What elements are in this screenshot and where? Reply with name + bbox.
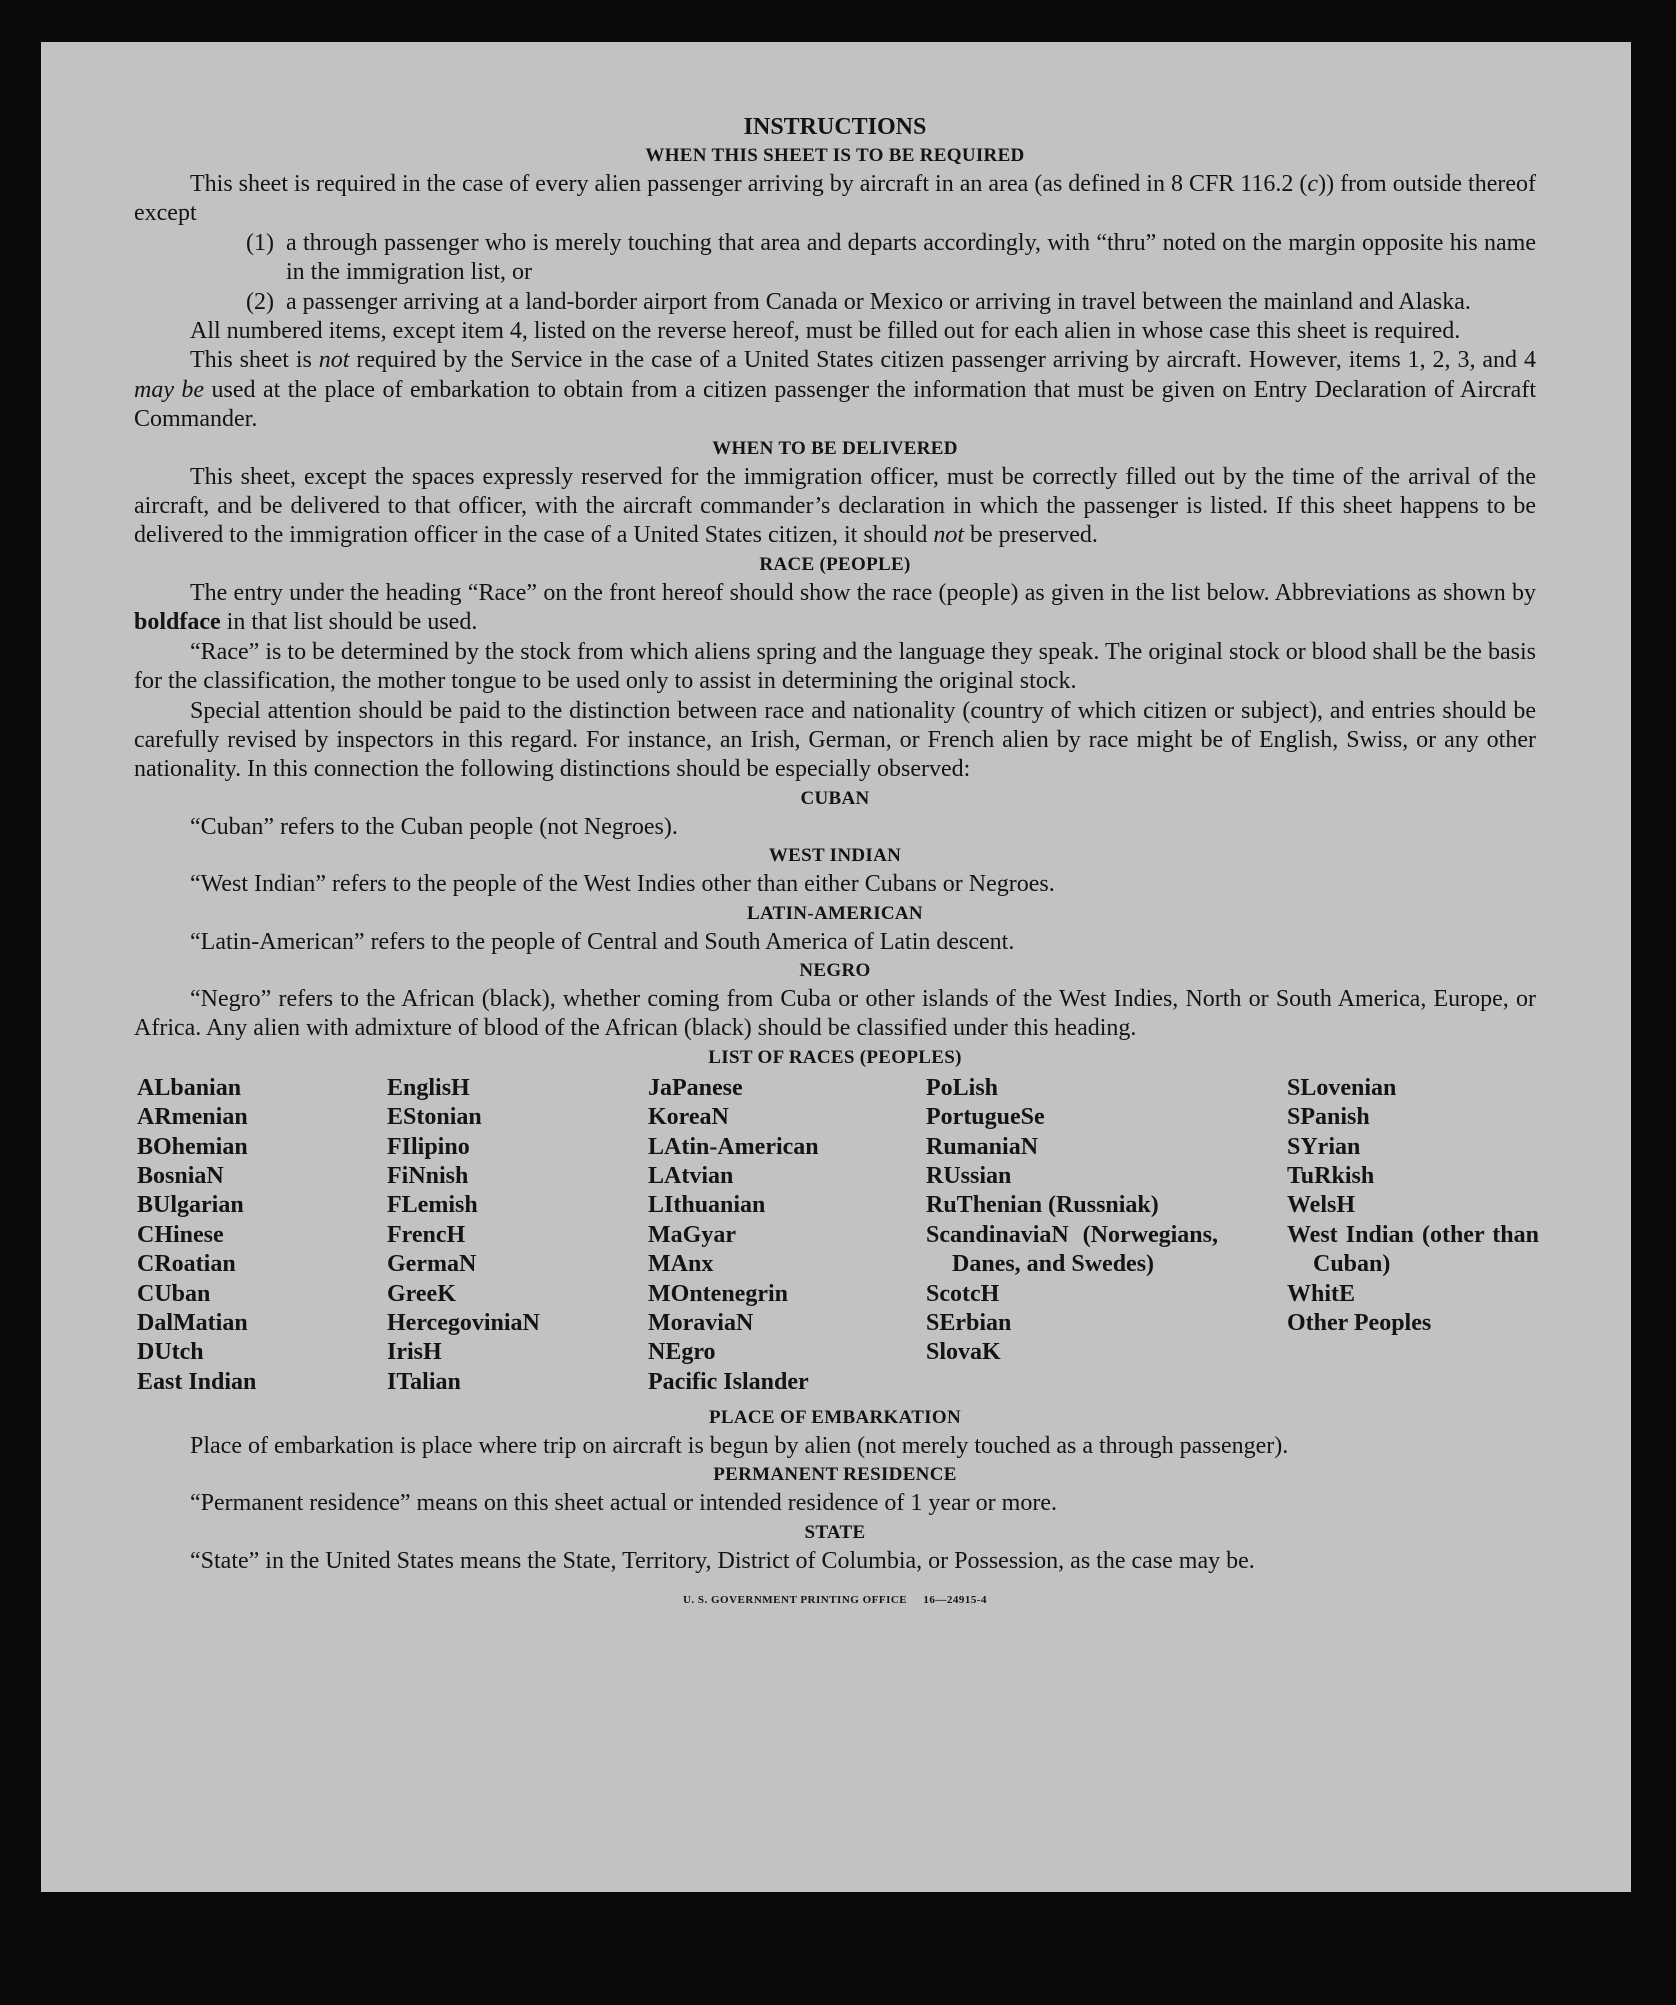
race-entry: DalMatian xyxy=(137,1310,248,1336)
race-entry: RumaniaN xyxy=(926,1133,1039,1160)
paragraph xyxy=(134,928,1536,957)
section-heading-delivered: WHEN TO BE DELIVERED xyxy=(712,437,958,459)
race-entry: SlovaK xyxy=(926,1339,1001,1366)
section-heading-cuban: CUBAN xyxy=(800,787,870,809)
paragraph xyxy=(134,463,1536,551)
race-entry: ScotcH xyxy=(926,1280,1000,1307)
list-number: (1) xyxy=(246,229,274,256)
text-segment: This sheet, except the spaces expressly reserved for the immigration officer, must be correctly filled out by the time of the arrival of the aircraft, and be delivered to that officer, with the aircraft commander’s declaration in which the passenger is listed. If this sheet happens to be delivered to the immigration officer in the case of a United States citizen, it should xyxy=(134,463,1536,549)
race-entry: PortugueSe xyxy=(926,1104,1045,1131)
race-entry: GreeK xyxy=(387,1280,456,1307)
text-segment: )) from outside thereof except xyxy=(134,171,1537,227)
race-entry: ScandinaviaN (Norwegians, Danes, and Swedes) xyxy=(926,1221,1218,1278)
race-entry: RuThenian (Russniak) xyxy=(926,1192,1159,1219)
text-segment: “Permanent residence” means on this sheet actual or intended residence of 1 year or more. xyxy=(190,1490,1057,1517)
race-entry: FIlipino xyxy=(387,1133,470,1160)
race-entry: CUban xyxy=(137,1280,211,1307)
race-column xyxy=(648,1074,908,1397)
race-entry: GermaN xyxy=(387,1251,477,1278)
text-segment: not xyxy=(318,347,350,374)
text-segment: “West Indian” refers to the people of the West Indies other than either Cubans or Negroes. xyxy=(190,871,1055,898)
text-segment: may be xyxy=(134,376,205,403)
race-entry: CHinese xyxy=(137,1221,224,1248)
paragraph xyxy=(134,638,1536,697)
race-entry: RUssian xyxy=(926,1162,1012,1189)
race-entry: IrisH xyxy=(387,1339,442,1366)
race-entry: Pacific Islander xyxy=(648,1368,809,1395)
paragraph xyxy=(134,579,1536,638)
page-title: INSTRUCTIONS xyxy=(743,114,927,140)
text-segment: c xyxy=(1307,171,1319,197)
race-entry: WhitE xyxy=(1287,1280,1356,1307)
race-entry: PoLish xyxy=(926,1074,999,1101)
race-entry: ARmenian xyxy=(137,1104,248,1131)
race-entry: SErbian xyxy=(926,1310,1012,1336)
section-heading-required: WHEN THIS SHEET IS TO BE REQUIRED xyxy=(645,145,1025,166)
section-heading-list-of-races: LIST OF RACES (PEOPLES) xyxy=(708,1046,962,1068)
text-segment: This sheet is required in the case of every alien passenger arriving by aircraft in an area (as defined in 8 CFR 116.2 ( xyxy=(190,171,1308,197)
text-segment: “Race” is to be determined by the stock from which aliens spring and the language they speak. The original stock or blood shall be the basis for the classification, the mother tongue to be used only to assist in determining the original stock. xyxy=(134,638,1536,695)
text-segment: not xyxy=(933,522,964,549)
race-entry: BUlgarian xyxy=(137,1192,244,1219)
race-entry: NEgro xyxy=(648,1339,716,1366)
race-entry: ALbanian xyxy=(137,1074,242,1101)
text-segment: All numbered items, except item 4, listed on the reverse hereof, must be filled out for each alien in whose case this sheet is required. xyxy=(190,318,1461,345)
race-entry: FrencH xyxy=(387,1221,466,1248)
text-segment: This sheet is xyxy=(190,347,319,374)
text-segment: “Negro” refers to the African (black), whether coming from Cuba or other islands of the West Indies, North or South America, Europe, or Africa. Any alien with admixture of blood of the African (black) should be classified under this heading. xyxy=(134,985,1536,1042)
race-entry: EStonian xyxy=(387,1104,482,1131)
paragraph xyxy=(134,813,1536,842)
race-entry: Other Peoples xyxy=(1287,1310,1432,1336)
race-entry: TuRkish xyxy=(1287,1162,1375,1189)
race-entry: DUtch xyxy=(137,1339,204,1366)
paragraph xyxy=(134,985,1536,1044)
paragraph xyxy=(134,170,1536,229)
race-list xyxy=(134,1074,1539,1404)
paragraph xyxy=(134,317,1536,346)
text-segment: The entry under the heading “Race” on the front hereof should show the race (people) as given in the list below. Abbreviations as shown by xyxy=(190,579,1536,606)
section-heading-negro: NEGRO xyxy=(799,959,871,981)
race-entry: HercegoviniaN xyxy=(387,1310,540,1336)
race-entry: FLemish xyxy=(387,1192,478,1219)
race-entry: JaPanese xyxy=(648,1074,743,1101)
text-segment: “State” in the United States means the State, Territory, District of Columbia, or Possession, as the case may be. xyxy=(190,1547,1255,1574)
race-column xyxy=(926,1074,1218,1368)
race-entry: BOhemian xyxy=(137,1133,248,1160)
printer-imprint: U. S. GOVERNMENT PRINTING OFFICE 16—24915-4 xyxy=(682,1593,988,1606)
race-entry: LIthuanian xyxy=(648,1192,766,1219)
paragraph xyxy=(134,1547,1536,1576)
text-segment: “Latin-American” refers to the people of Central and South America of Latin descent. xyxy=(190,928,1015,955)
section-heading-embarkation: PLACE OF EMBARKATION xyxy=(709,1406,961,1428)
list-item xyxy=(246,288,1536,317)
race-entry: EnglisH xyxy=(387,1074,470,1101)
text-segment: “Cuban” refers to the Cuban people (not Negroes). xyxy=(190,813,678,840)
race-entry: LAtin-American xyxy=(648,1133,819,1160)
race-entry: ITalian xyxy=(387,1368,461,1395)
section-heading-state: STATE xyxy=(804,1521,866,1543)
list-number: (2) xyxy=(246,288,274,315)
race-column xyxy=(1287,1074,1539,1339)
paragraph xyxy=(134,1489,1536,1518)
race-entry: KoreaN xyxy=(648,1104,729,1131)
text-segment: Special attention should be paid to the distinction between race and nationality (country of which citizen or subject), and entries should be carefully revised by inspectors in this regard. For instance, an Irish, German, or French alien by race might be of English, Swiss, or any other nationality. In this connection the following distinctions should be especially observed: xyxy=(134,697,1536,783)
list-text: a passenger arriving at a land-border airport from Canada or Mexico or arriving in travel between the mainland and Alaska. xyxy=(286,288,1471,315)
race-column xyxy=(137,1074,367,1397)
race-entry: LAtvian xyxy=(648,1162,734,1189)
race-entry: MOntenegrin xyxy=(648,1280,788,1307)
section-heading-residence: PERMANENT RESIDENCE xyxy=(713,1464,957,1486)
paragraph xyxy=(134,870,1536,899)
section-heading-latin-american: LATIN-AMERICAN xyxy=(747,902,923,924)
text-segment: be preserved. xyxy=(964,522,1098,549)
race-entry: SPanish xyxy=(1287,1104,1370,1131)
race-entry: FiNnish xyxy=(387,1162,469,1189)
race-entry: CRoatian xyxy=(137,1251,236,1278)
text-segment: required by the Service in the case of a United States citizen passenger arriving by aircraft. However, items 1, 2, 3, and 4 xyxy=(349,347,1536,374)
race-column xyxy=(387,1074,617,1397)
text-segment: Place of embarkation is place where trip on aircraft is begun by alien (not merely touched as a through passenger). xyxy=(190,1432,1289,1459)
race-entry: MaGyar xyxy=(648,1221,736,1248)
section-heading-west-indian: WEST INDIAN xyxy=(768,845,902,867)
list-item xyxy=(246,229,1536,288)
race-entry: MAnx xyxy=(648,1251,714,1278)
paragraph xyxy=(134,346,1536,434)
race-entry: East Indian xyxy=(137,1368,257,1395)
race-entry: SYrian xyxy=(1287,1133,1361,1160)
race-entry: SLovenian xyxy=(1287,1074,1397,1101)
text-segment: boldface xyxy=(134,609,221,636)
paragraph xyxy=(134,1432,1536,1461)
race-entry: BosniaN xyxy=(137,1162,224,1189)
race-entry: West Indian (other than Cuban) xyxy=(1287,1221,1539,1278)
instructions-body xyxy=(134,112,1539,1615)
list-text: a through passenger who is merely touching that area and departs accordingly, with “thru” noted on the margin opposite his name in the immigration list, or xyxy=(286,229,1536,286)
section-heading-race: RACE (PEOPLE) xyxy=(759,553,911,575)
text-segment: in that list should be used. xyxy=(220,609,478,636)
race-entry: MoraviaN xyxy=(648,1310,754,1336)
text-segment: used at the place of embarkation to obtain from a citizen passenger the information that must be given on Entry Declaration of Aircraft Commander. xyxy=(134,376,1536,433)
paragraph xyxy=(134,697,1536,785)
race-entry: WelsH xyxy=(1287,1192,1356,1219)
